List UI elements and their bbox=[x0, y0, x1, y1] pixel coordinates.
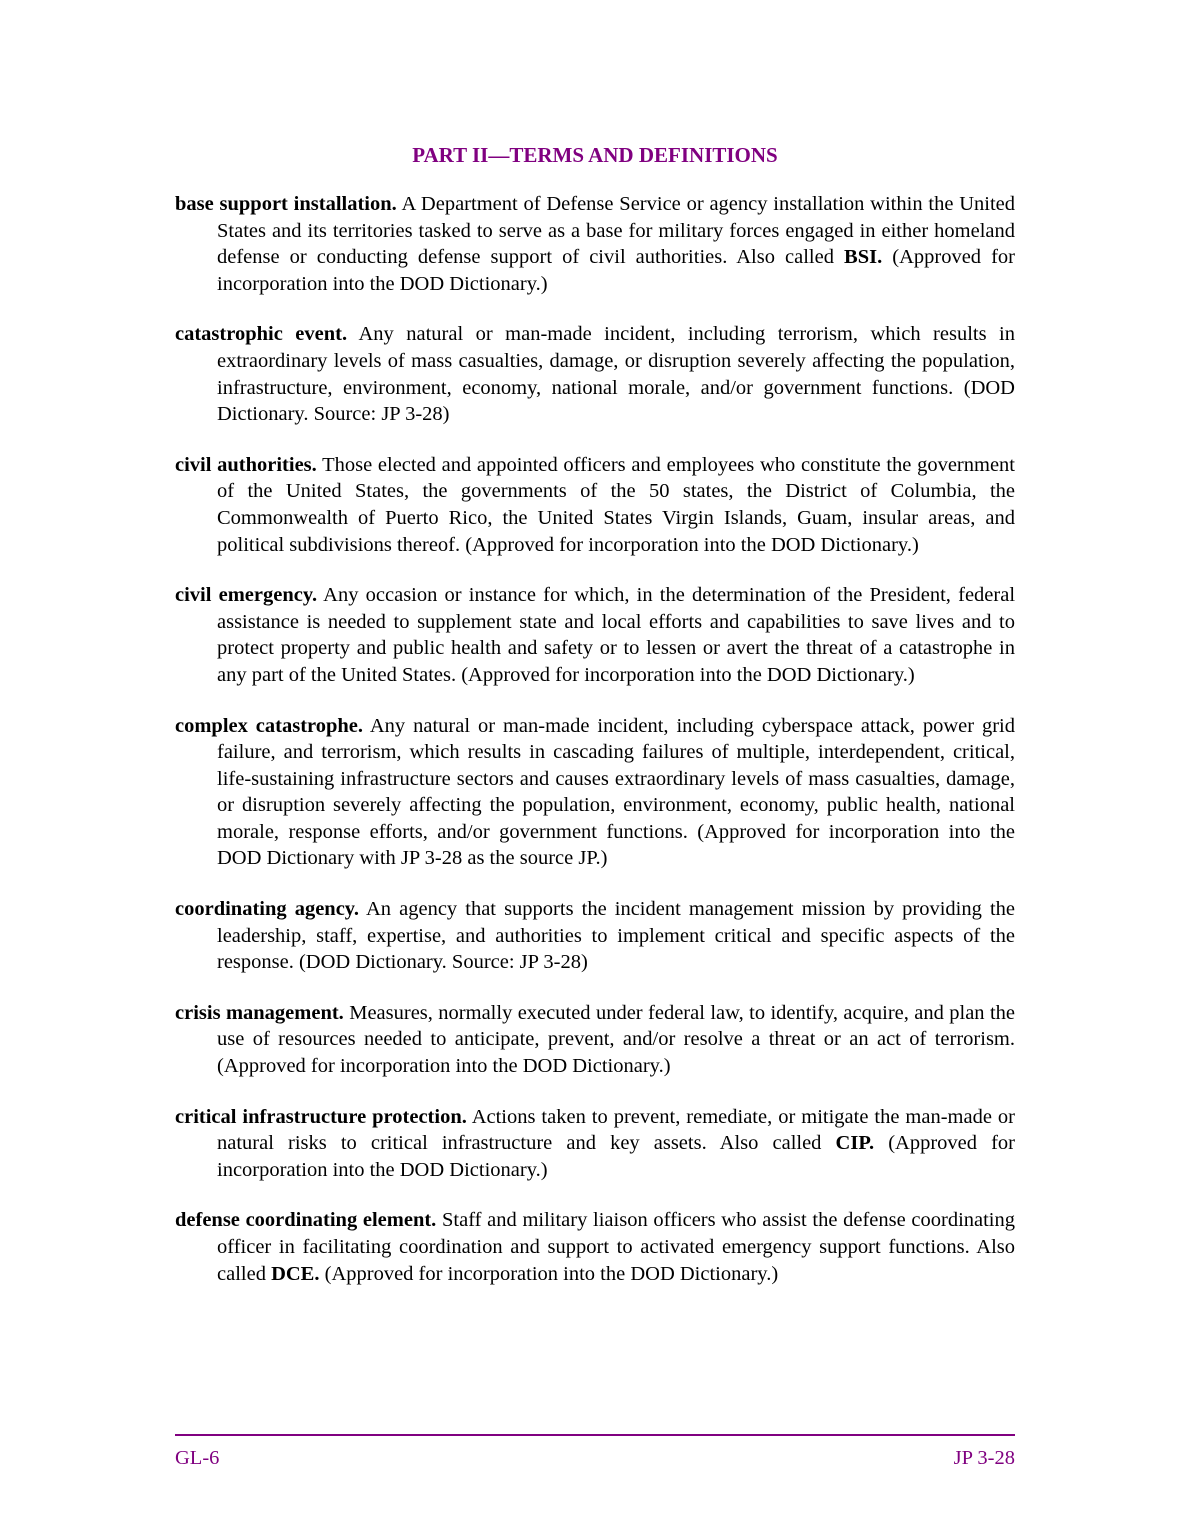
footer-divider bbox=[175, 1434, 1015, 1436]
definition-term: complex catastrophe. bbox=[175, 714, 364, 737]
definition-term: critical infrastructure protection. bbox=[175, 1105, 467, 1128]
definition-entry bbox=[175, 321, 1015, 427]
definition-approval-note: (Approved for incorporation into the DOD Dictionary.) bbox=[324, 1262, 779, 1285]
definition-entry bbox=[175, 1000, 1015, 1080]
definition-text: Measures, normally executed under federal law, to identify, acquire, and plan the use of resources needed to anticipate, prevent, and/or resolve a threat or an act of terrorism. (Approved for incorporation into the DOD Dictionary.) bbox=[217, 1001, 1016, 1078]
definition-term: base support installation. bbox=[175, 193, 397, 215]
definition-approval-note: (Approved for incorporation into the DOD Dictionary.) bbox=[217, 246, 1016, 295]
definition-text: Any natural or man-made incident, including terrorism, which results in extraordinary levels of mass casualties, damage, or disruption severely affecting the population, infrastructure, environment, economy, national morale, and/or government functions. (DOD Dictionary. Source: JP 3-28) bbox=[217, 323, 1016, 426]
definition-term: civil emergency. bbox=[175, 584, 318, 607]
footer-publication-id: JP 3-28 bbox=[953, 1447, 1015, 1469]
definition-entry bbox=[175, 452, 1015, 558]
definition-text: An agency that supports the incident management mission by providing the leadership, staff, expertise, and authorities to implement critical and specific aspects of the response. (DOD Dictionary. Source: JP 3-28) bbox=[217, 898, 1015, 974]
definition-abbreviation: CIP. bbox=[835, 1132, 875, 1155]
definition-entry bbox=[175, 896, 1015, 976]
definition-term: civil authorities. bbox=[175, 453, 317, 476]
footer-page-number: GL-6 bbox=[175, 1447, 220, 1469]
definition-text: Actions taken to prevent, remediate, or mitigate the man-made or natural risks to critical infrastructure and key assets. Also called bbox=[217, 1105, 1015, 1155]
definition-abbreviation: DCE. bbox=[271, 1262, 320, 1285]
definition-entry bbox=[175, 582, 1015, 688]
definition-entry bbox=[175, 1104, 1015, 1184]
definition-abbreviation: BSI. bbox=[844, 246, 883, 269]
definition-term: coordinating agency. bbox=[175, 898, 360, 921]
definition-entry bbox=[175, 713, 1015, 873]
page-heading: PART II—TERMS AND DEFINITIONS bbox=[412, 143, 778, 167]
definition-text: A Department of Defense Service or agency installation within the United States and its territories tasked to serve as a base for military forces engaged in either homeland defense or conducting defense support of civil authorities. Also called bbox=[217, 193, 1016, 269]
definition-entry bbox=[175, 191, 1015, 297]
definitions-list bbox=[175, 191, 1015, 1311]
definition-text: Any occasion or instance for which, in the determination of the President, federal assistance is needed to supplement state and local efforts and capabilities to save lives and to protect property and public health and safety or to lessen or avert the threat of a catastrophe in any part of the United States. (Approved for incorporation into the DOD Dictionary.) bbox=[217, 584, 1016, 686]
definition-term: crisis management. bbox=[175, 1001, 344, 1024]
definition-text: Staff and military liaison officers who assist the defense coordinating officer in facilitating coordination and support to activated emergency support functions. Also called bbox=[217, 1209, 1015, 1285]
definition-text: Any natural or man-made incident, including cyberspace attack, power grid failure, and terrorism, which results in cascading failures of multiple, interdependent, critical, life-sustaining infrastructure sectors and causes extraordinary levels of mass casualties, damage, or disruption severely affecting the population, environment, economy, public health, national morale, response efforts, and/or government functions. (Approved for incorporation into the DOD Dictionary with JP 3-28 as the source JP.) bbox=[217, 714, 1016, 870]
definition-entry bbox=[175, 1207, 1015, 1287]
definition-term: catastrophic event. bbox=[175, 323, 348, 346]
definition-approval-note: (Approved for incorporation into the DOD Dictionary.) bbox=[217, 1132, 1015, 1181]
definition-term: defense coordinating element. bbox=[175, 1209, 437, 1232]
definition-text: Those elected and appointed officers and employees who constitute the government of the United States, the governments of the 50 states, the District of Columbia, the Commonwealth of Puerto Rico, the United States Virgin Islands, Guam, insular areas, and political subdivisions thereof. (Approved for incorporation into the DOD Dictionary.) bbox=[217, 453, 1015, 556]
